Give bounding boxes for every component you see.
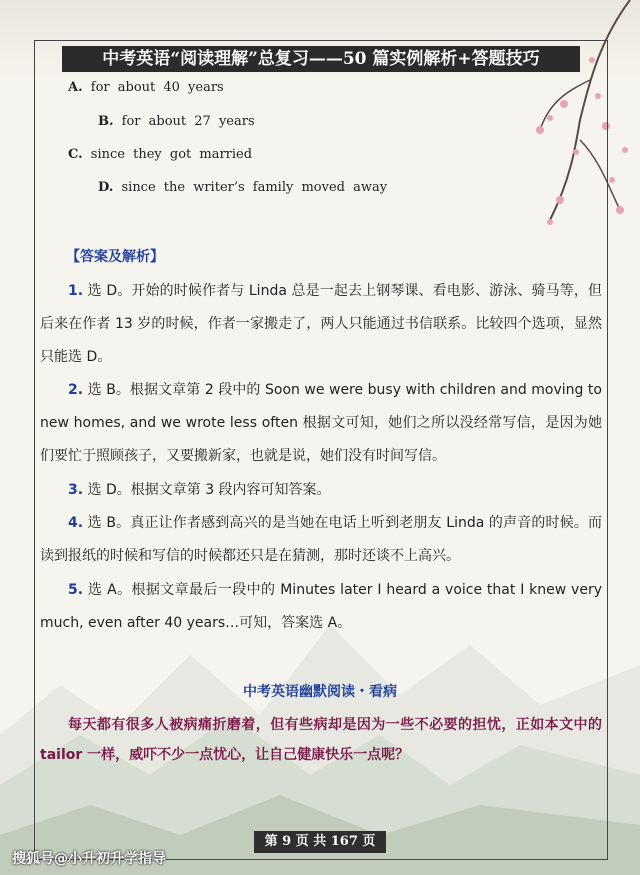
answer-item-1 [40,275,602,374]
answer-text: 选 D。开始的时候作者与 Linda 总是一起去上钢琴课、看电影、游泳、骑马等，但后来在作者 13 岁的时候，作者一家搬走了，两人只能通过书信联系。比较四个选项，显然只能选 D。 [40,283,602,365]
answer-text: 选 B。真正让作者感到高兴的是当她在电话上听到老朋友 Linda 的声音的时候。而读到报纸的时候和写信的时候都还只是在猜测，那时还谈不上高兴。 [40,515,603,564]
page-number-label: 第 9 页 共 167 页 [254,831,386,853]
answer-number: 1. [68,283,84,299]
answer-text: 选 D。根据文章第 3 段内容可知答案。 [87,482,331,498]
watermark-text: 搜狐号@小升初升学指导 [12,851,166,867]
answer-item-2 [40,374,602,473]
answers-section-title: 【答案及解析】 [66,249,164,265]
answer-number: 3. [68,482,84,498]
option-letter: A. [68,80,83,95]
option-letter: D. [98,180,114,195]
humor-intro-text: 每天都有很多人被病痛折磨着，但有些病却是因为一些不必要的担忧，正如本文中的 tailor 一样，威吓不少一点忧心，让自己健康快乐一点呢？ [40,717,602,763]
answer-number: 5. [68,582,84,598]
option-d [98,180,387,195]
answer-text: 选 A。根据文章最后一段中的 Minutes later I heard a voice that I knew very much, even after 40 years…可知，答案选 A。 [40,582,602,631]
page-header-title: 中考英语“阅读理解”总复习——50 篇实例解析+答题技巧 [62,46,580,72]
humor-section-title: 中考英语幽默阅读・看病 [243,684,397,700]
option-text: since the writer’s family moved away [121,180,388,195]
option-letter: C. [68,147,83,162]
option-b [98,114,255,129]
option-text: for about 40 years [90,80,224,95]
option-a [68,80,224,95]
answer-item-3 [40,474,602,507]
option-text: since they got married [90,147,253,162]
option-letter: B. [98,114,114,129]
answer-item-4 [40,507,602,573]
answer-text: 选 B。根据文章第 2 段中的 Soon we were busy with children and moving to new homes, and we wrote less often 根据文可知，她们之所以没经常写信，是因为她们要忙于照顾孩子，又要搬新家，也就是说，她们没有时间写信。 [40,382,602,464]
option-text: for about 27 years [121,114,255,129]
answer-number: 4. [68,515,84,531]
option-c [68,147,252,162]
answer-item-5 [40,574,602,640]
answer-number: 2. [68,382,84,398]
